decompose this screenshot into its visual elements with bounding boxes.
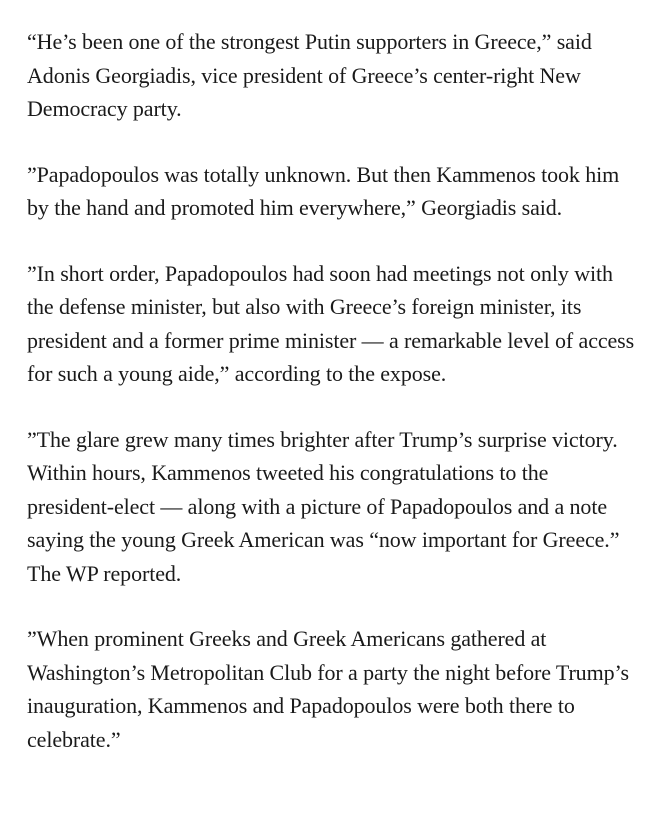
paragraph-trump-victory: ”The glare grew many times brighter after Trump’s surprise victory. Within hours, Kammenos tweeted his congratulations to the president-elect — along with a picture of Papadopoulos and a note saying the young Greek American was “now important for Greece.” The WP reported. <box>27 426 620 586</box>
article-body <box>27 25 639 756</box>
paragraph-papadopoulos-unknown: ”Papadopoulos was totally unknown. But then Kammenos took him by the hand and promoted him everywhere,” Georgiadis said. <box>27 161 620 220</box>
paragraph-metropolitan-club: ”When prominent Greeks and Greek Americans gathered at Washington’s Metropolitan Club for a party the night before Trump’s inauguration, Kammenos and Papadopoulos were both there to celebrate.” <box>27 626 629 752</box>
paragraph-georgiadis-quote: “He’s been one of the strongest Putin supporters in Greece,” said Adonis Georgiadis, vice president of Greece’s center-right New Democracy party. <box>27 29 592 121</box>
paragraph-meetings: ”In short order, Papadopoulos had soon had meetings not only with the defense minister, but also with Greece’s foreign minister, its president and a former prime minister — a remarkable level of access for such a young aide,” according to the expose. <box>27 260 635 386</box>
